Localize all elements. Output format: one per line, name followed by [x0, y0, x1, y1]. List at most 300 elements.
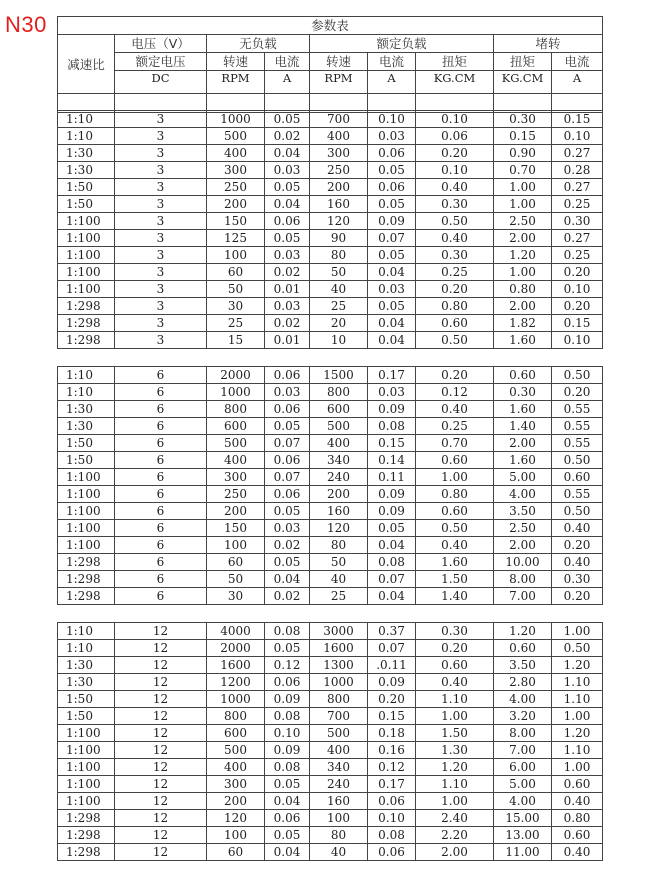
rated-speed-cell: 1000 [310, 674, 368, 691]
table-row [58, 230, 603, 247]
rated-torque-cell: 0.50 [416, 332, 494, 349]
ratio-cell: 1:100 [58, 281, 115, 298]
no-load-speed-cell: 120 [207, 810, 265, 827]
table-row [58, 298, 603, 315]
stall-current-cell: 1.20 [552, 657, 603, 674]
no-load-speed-cell: 2000 [207, 367, 265, 384]
rated-torque-cell: 1.10 [416, 776, 494, 793]
voltage-cell: 12 [115, 793, 207, 810]
rated-current-cell: 0.06 [368, 793, 416, 810]
rated-current-cell: 0.08 [368, 554, 416, 571]
stall-current-cell: 0.40 [552, 793, 603, 810]
stall-current-cell: 0.50 [552, 503, 603, 520]
no-load-current-cell: 0.05 [265, 554, 310, 571]
no-load-current-cell: 0.02 [265, 537, 310, 554]
stall-current-cell: 0.15 [552, 111, 603, 128]
stall-torque-cell: 2.00 [494, 298, 552, 315]
table-row [58, 759, 603, 776]
rated-speed-cell: 90 [310, 230, 368, 247]
rated-torque-cell: 0.60 [416, 503, 494, 520]
ratio-cell: 1:298 [58, 827, 115, 844]
rated-current-cell: 0.05 [368, 196, 416, 213]
no-load-current-cell: 0.12 [265, 657, 310, 674]
rated-speed-cell: 800 [310, 384, 368, 401]
stall-current-cell: 0.50 [552, 452, 603, 469]
ratio-cell: 1:100 [58, 264, 115, 281]
rated-current-cell: 0.15 [368, 435, 416, 452]
table-row [58, 247, 603, 264]
ratio-cell: 1:10 [58, 111, 115, 128]
ratio-cell: 1:100 [58, 486, 115, 503]
no-load-current-cell: 0.02 [265, 128, 310, 145]
rated-kgcm-unit: KG.CM [416, 71, 494, 94]
rated-torque-cell: 1.60 [416, 554, 494, 571]
voltage-cell: 6 [115, 401, 207, 418]
table-row [58, 640, 603, 657]
rated-current-cell: 0.03 [368, 384, 416, 401]
rated-current-cell: 0.09 [368, 674, 416, 691]
rated-speed-cell: 160 [310, 503, 368, 520]
no-load-speed-cell: 200 [207, 196, 265, 213]
ratio-cell: 1:298 [58, 315, 115, 332]
rated-torque-cell: 0.40 [416, 179, 494, 196]
no-load-current-header: 电流 [265, 53, 310, 71]
ratio-cell: 1:298 [58, 810, 115, 827]
stall-torque-cell: 2.00 [494, 435, 552, 452]
rated-current-cell: 0.37 [368, 623, 416, 640]
rated-speed-cell: 1500 [310, 367, 368, 384]
rated-torque-cell: 0.80 [416, 486, 494, 503]
voltage-cell: 12 [115, 691, 207, 708]
voltage-cell: 12 [115, 708, 207, 725]
table-row [58, 793, 603, 810]
voltage-cell: 12 [115, 776, 207, 793]
table-row [58, 554, 603, 571]
rated-voltage-header: 额定电压 [115, 53, 207, 71]
no-load-current-cell: 0.03 [265, 520, 310, 537]
rated-torque-cell: 0.60 [416, 657, 494, 674]
stall-torque-cell: 8.00 [494, 725, 552, 742]
rated-torque-cell: 1.30 [416, 742, 494, 759]
table-3v [57, 110, 603, 349]
voltage-cell: 12 [115, 657, 207, 674]
voltage-cell: 12 [115, 759, 207, 776]
stall-current-cell: 1.10 [552, 691, 603, 708]
no-load-current-cell: 0.10 [265, 725, 310, 742]
voltage-cell: 12 [115, 810, 207, 827]
ratio-cell: 1:100 [58, 230, 115, 247]
table-row [58, 384, 603, 401]
rated-current-cell: 0.11 [368, 469, 416, 486]
stall-current-cell: 0.30 [552, 213, 603, 230]
stall-current-cell: 0.10 [552, 128, 603, 145]
stall-current-cell: 0.27 [552, 145, 603, 162]
stall-torque-cell: 1.00 [494, 264, 552, 281]
rated-current-cell: 0.20 [368, 691, 416, 708]
stall-torque-cell: 0.60 [494, 640, 552, 657]
rated-torque-cell: 1.50 [416, 725, 494, 742]
voltage-cell: 3 [115, 281, 207, 298]
rated-current-cell: 0.18 [368, 725, 416, 742]
rated-speed-cell: 160 [310, 196, 368, 213]
no-load-speed-cell: 150 [207, 520, 265, 537]
rated-speed-cell: 40 [310, 281, 368, 298]
stall-torque-cell: 1.20 [494, 623, 552, 640]
no-load-speed-cell: 300 [207, 776, 265, 793]
ratio-cell: 1:10 [58, 623, 115, 640]
stall-current-cell: 1.10 [552, 742, 603, 759]
rated-speed-cell: 40 [310, 571, 368, 588]
ratio-cell: 1:100 [58, 469, 115, 486]
table-12v [57, 622, 603, 861]
ratio-cell: 1:50 [58, 196, 115, 213]
no-load-current-cell: 0.02 [265, 588, 310, 605]
rated-current-cell: 0.14 [368, 452, 416, 469]
no-load-speed-cell: 300 [207, 162, 265, 179]
no-load-speed-cell: 25 [207, 315, 265, 332]
table-row [58, 674, 603, 691]
rated-speed-cell: 10 [310, 332, 368, 349]
stall-torque-cell: 2.50 [494, 213, 552, 230]
stall-torque-cell: 3.50 [494, 503, 552, 520]
voltage-cell: 3 [115, 213, 207, 230]
no-load-current-cell: 0.07 [265, 435, 310, 452]
stall-current-header: 电流 [552, 53, 603, 71]
rated-torque-cell: 1.20 [416, 759, 494, 776]
ratio-cell: 1:10 [58, 128, 115, 145]
stall-current-cell: 0.27 [552, 179, 603, 196]
rated-current-cell: 0.04 [368, 315, 416, 332]
rated-current-cell: 0.05 [368, 520, 416, 537]
table-row [58, 657, 603, 674]
stall-torque-cell: 11.00 [494, 844, 552, 861]
rated-torque-header: 扭矩 [416, 53, 494, 71]
voltage-cell: 3 [115, 128, 207, 145]
stall-torque-cell: 15.00 [494, 810, 552, 827]
stall-current-cell: 0.60 [552, 776, 603, 793]
rated-speed-cell: 120 [310, 213, 368, 230]
stall-amp-unit: A [552, 71, 603, 94]
no-load-speed-cell: 30 [207, 298, 265, 315]
rated-torque-cell: 0.20 [416, 367, 494, 384]
rated-speed-cell: 80 [310, 537, 368, 554]
no-load-speed-cell: 200 [207, 503, 265, 520]
voltage-cell: 3 [115, 162, 207, 179]
no-load-speed-cell: 1000 [207, 111, 265, 128]
rated-current-cell: 0.04 [368, 537, 416, 554]
stall-torque-cell: 10.00 [494, 554, 552, 571]
no-load-current-cell: 0.03 [265, 247, 310, 264]
no-load-current-cell: 0.09 [265, 691, 310, 708]
ratio-cell: 1:100 [58, 503, 115, 520]
voltage-cell: 3 [115, 111, 207, 128]
stall-kgcm-unit: KG.CM [494, 71, 552, 94]
table-row [58, 571, 603, 588]
stall-torque-cell: 6.00 [494, 759, 552, 776]
table-row [58, 844, 603, 861]
stall-torque-cell: 0.90 [494, 145, 552, 162]
no-load-current-cell: 0.05 [265, 418, 310, 435]
voltage-cell: 6 [115, 571, 207, 588]
no-load-current-cell: 0.05 [265, 776, 310, 793]
table-row [58, 111, 603, 128]
rated-speed-cell: 240 [310, 469, 368, 486]
ratio-cell: 1:10 [58, 367, 115, 384]
no-load-current-cell: 0.05 [265, 179, 310, 196]
voltage-cell: 3 [115, 145, 207, 162]
stall-current-cell: 0.50 [552, 640, 603, 657]
no-load-current-cell: 0.05 [265, 503, 310, 520]
rated-torque-cell: 0.30 [416, 196, 494, 213]
rated-current-cell: 0.10 [368, 111, 416, 128]
no-load-current-cell: 0.03 [265, 298, 310, 315]
stall-current-cell: 0.10 [552, 281, 603, 298]
stall-current-cell: 0.27 [552, 230, 603, 247]
rated-torque-cell: 1.00 [416, 708, 494, 725]
no-load-speed-cell: 400 [207, 452, 265, 469]
voltage-cell: 6 [115, 367, 207, 384]
voltage-cell: 6 [115, 503, 207, 520]
stall-torque-cell: 2.50 [494, 520, 552, 537]
stall-torque-cell: 3.20 [494, 708, 552, 725]
rated-speed-cell: 500 [310, 725, 368, 742]
voltage-cell: 6 [115, 588, 207, 605]
rated-speed-header: 转速 [310, 53, 368, 71]
table-row [58, 179, 603, 196]
ratio-cell: 1:30 [58, 145, 115, 162]
rated-torque-cell: 0.30 [416, 623, 494, 640]
ratio-cell: 1:298 [58, 844, 115, 861]
voltage-cell: 3 [115, 230, 207, 247]
no-load-current-cell: 0.04 [265, 145, 310, 162]
rated-speed-cell: 50 [310, 264, 368, 281]
stall-torque-cell: 1.00 [494, 196, 552, 213]
stall-current-cell: 0.30 [552, 571, 603, 588]
voltage-cell: 6 [115, 520, 207, 537]
table-row [58, 367, 603, 384]
rated-torque-cell: 0.60 [416, 315, 494, 332]
voltage-cell: 6 [115, 384, 207, 401]
voltage-cell: 6 [115, 537, 207, 554]
rated-speed-cell: 160 [310, 793, 368, 810]
ratio-cell: 1:30 [58, 162, 115, 179]
rated-speed-cell: 600 [310, 401, 368, 418]
no-load-current-cell: 0.04 [265, 844, 310, 861]
no-load-speed-cell: 100 [207, 247, 265, 264]
ratio-cell: 1:10 [58, 640, 115, 657]
no-load-current-cell: 0.08 [265, 759, 310, 776]
stall-current-cell: 0.55 [552, 486, 603, 503]
no-load-current-cell: 0.04 [265, 793, 310, 810]
no-load-rpm-unit: RPM [207, 71, 265, 94]
stall-current-cell: 0.40 [552, 844, 603, 861]
stall-current-cell: 0.40 [552, 554, 603, 571]
rated-torque-cell: 1.40 [416, 588, 494, 605]
rated-current-cell: 0.05 [368, 298, 416, 315]
rated-torque-cell: 0.10 [416, 111, 494, 128]
stall-current-cell: 0.55 [552, 435, 603, 452]
no-load-current-cell: 0.06 [265, 452, 310, 469]
stall-current-cell: 0.25 [552, 196, 603, 213]
rated-torque-cell: 0.40 [416, 674, 494, 691]
no-load-speed-cell: 800 [207, 708, 265, 725]
rated-current-cell: 0.04 [368, 264, 416, 281]
table-row [58, 332, 603, 349]
no-load-current-cell: 0.01 [265, 281, 310, 298]
stall-current-cell: 0.80 [552, 810, 603, 827]
stall-current-cell: 0.60 [552, 469, 603, 486]
table-row [58, 281, 603, 298]
rated-torque-cell: 0.40 [416, 537, 494, 554]
ratio-cell: 1:298 [58, 298, 115, 315]
no-load-current-cell: 0.02 [265, 315, 310, 332]
no-load-current-cell: 0.03 [265, 162, 310, 179]
stall-current-cell: 0.20 [552, 588, 603, 605]
no-load-current-cell: 0.04 [265, 196, 310, 213]
rated-speed-cell: 300 [310, 145, 368, 162]
table-row [58, 708, 603, 725]
stall-torque-cell: 0.60 [494, 367, 552, 384]
no-load-speed-cell: 1200 [207, 674, 265, 691]
voltage-cell: 12 [115, 674, 207, 691]
stall-current-cell: 0.20 [552, 537, 603, 554]
table-title: 参数表 [58, 17, 603, 35]
rated-speed-cell: 700 [310, 708, 368, 725]
voltage-cell: 3 [115, 315, 207, 332]
stall-torque-cell: 8.00 [494, 571, 552, 588]
voltage-cell: 12 [115, 844, 207, 861]
rated-torque-cell: 0.25 [416, 418, 494, 435]
rated-current-cell: 0.16 [368, 742, 416, 759]
rated-current-cell: 0.04 [368, 588, 416, 605]
table-row [58, 315, 603, 332]
no-load-speed-cell: 100 [207, 827, 265, 844]
voltage-cell: 3 [115, 247, 207, 264]
voltage-cell: 3 [115, 264, 207, 281]
stall-torque-cell: 0.70 [494, 162, 552, 179]
rated-current-cell: 0.09 [368, 503, 416, 520]
rated-torque-cell: 0.06 [416, 128, 494, 145]
table-row [58, 742, 603, 759]
stall-torque-cell: 2.00 [494, 230, 552, 247]
rated-speed-cell: 120 [310, 520, 368, 537]
no-load-speed-cell: 500 [207, 742, 265, 759]
no-load-speed-cell: 800 [207, 401, 265, 418]
rated-torque-cell: 0.40 [416, 230, 494, 247]
rated-current-cell: 0.05 [368, 162, 416, 179]
ratio-cell: 1:30 [58, 657, 115, 674]
ratio-cell: 1:100 [58, 520, 115, 537]
stall-torque-cell: 0.80 [494, 281, 552, 298]
ratio-cell: 1:298 [58, 332, 115, 349]
stall-torque-cell: 0.30 [494, 111, 552, 128]
rated-current-cell: 0.09 [368, 486, 416, 503]
stall-torque-cell: 1.60 [494, 401, 552, 418]
no-load-speed-cell: 600 [207, 725, 265, 742]
ratio-cell: 1:10 [58, 384, 115, 401]
stall-torque-cell: 1.40 [494, 418, 552, 435]
rated-torque-cell: 1.10 [416, 691, 494, 708]
no-load-speed-cell: 50 [207, 281, 265, 298]
stall-current-cell: 1.00 [552, 759, 603, 776]
stall-torque-cell: 7.00 [494, 742, 552, 759]
table-row [58, 691, 603, 708]
model-label: N30 [5, 12, 47, 37]
stall-current-cell: 1.00 [552, 623, 603, 640]
voltage-cell: 12 [115, 640, 207, 657]
no-load-speed-cell: 100 [207, 537, 265, 554]
no-load-speed-cell: 60 [207, 264, 265, 281]
stall-current-cell: 0.28 [552, 162, 603, 179]
rated-current-header: 电流 [368, 53, 416, 71]
rated-speed-cell: 3000 [310, 623, 368, 640]
rated-torque-cell: 0.50 [416, 213, 494, 230]
rated-speed-cell: 250 [310, 162, 368, 179]
table-row [58, 520, 603, 537]
stall-torque-cell: 1.20 [494, 247, 552, 264]
rated-current-cell: .0.11 [368, 657, 416, 674]
stall-torque-cell: 1.60 [494, 452, 552, 469]
stall-torque-cell: 5.00 [494, 469, 552, 486]
no-load-speed-cell: 2000 [207, 640, 265, 657]
stall-current-cell: 0.55 [552, 401, 603, 418]
rated-current-cell: 0.17 [368, 776, 416, 793]
ratio-cell: 1:100 [58, 742, 115, 759]
voltage-cell: 12 [115, 827, 207, 844]
rated-speed-cell: 200 [310, 486, 368, 503]
voltage-cell: 6 [115, 469, 207, 486]
no-load-speed-cell: 125 [207, 230, 265, 247]
voltage-cell: 12 [115, 725, 207, 742]
stall-current-cell: 0.20 [552, 384, 603, 401]
rated-torque-cell: 2.40 [416, 810, 494, 827]
rated-torque-cell: 0.80 [416, 298, 494, 315]
table-row [58, 623, 603, 640]
stall-torque-cell: 13.00 [494, 827, 552, 844]
no-load-speed-cell: 30 [207, 588, 265, 605]
rated-current-cell: 0.08 [368, 827, 416, 844]
no-load-current-cell: 0.06 [265, 674, 310, 691]
stall-torque-cell: 0.15 [494, 128, 552, 145]
rated-torque-cell: 0.40 [416, 401, 494, 418]
no-load-speed-cell: 50 [207, 571, 265, 588]
no-load-current-cell: 0.05 [265, 640, 310, 657]
rated-current-cell: 0.03 [368, 128, 416, 145]
dc-unit: DC [115, 71, 207, 94]
no-load-speed-cell: 60 [207, 844, 265, 861]
rated-speed-cell: 700 [310, 111, 368, 128]
rated-current-cell: 0.07 [368, 640, 416, 657]
ratio-cell: 1:50 [58, 435, 115, 452]
rated-speed-cell: 500 [310, 418, 368, 435]
rated-current-cell: 0.05 [368, 247, 416, 264]
rated-current-cell: 0.06 [368, 179, 416, 196]
rated-speed-cell: 1300 [310, 657, 368, 674]
table-row [58, 776, 603, 793]
no-load-speed-cell: 150 [207, 213, 265, 230]
table-row [58, 145, 603, 162]
voltage-cell: 12 [115, 742, 207, 759]
stall-torque-cell: 1.00 [494, 179, 552, 196]
stall-current-cell: 1.10 [552, 674, 603, 691]
rated-current-cell: 0.17 [368, 367, 416, 384]
ratio-cell: 1:30 [58, 418, 115, 435]
no-load-current-cell: 0.05 [265, 111, 310, 128]
rated-amp-unit: A [368, 71, 416, 94]
stall-current-cell: 0.15 [552, 315, 603, 332]
rated-current-cell: 0.09 [368, 401, 416, 418]
ratio-cell: 1:30 [58, 401, 115, 418]
